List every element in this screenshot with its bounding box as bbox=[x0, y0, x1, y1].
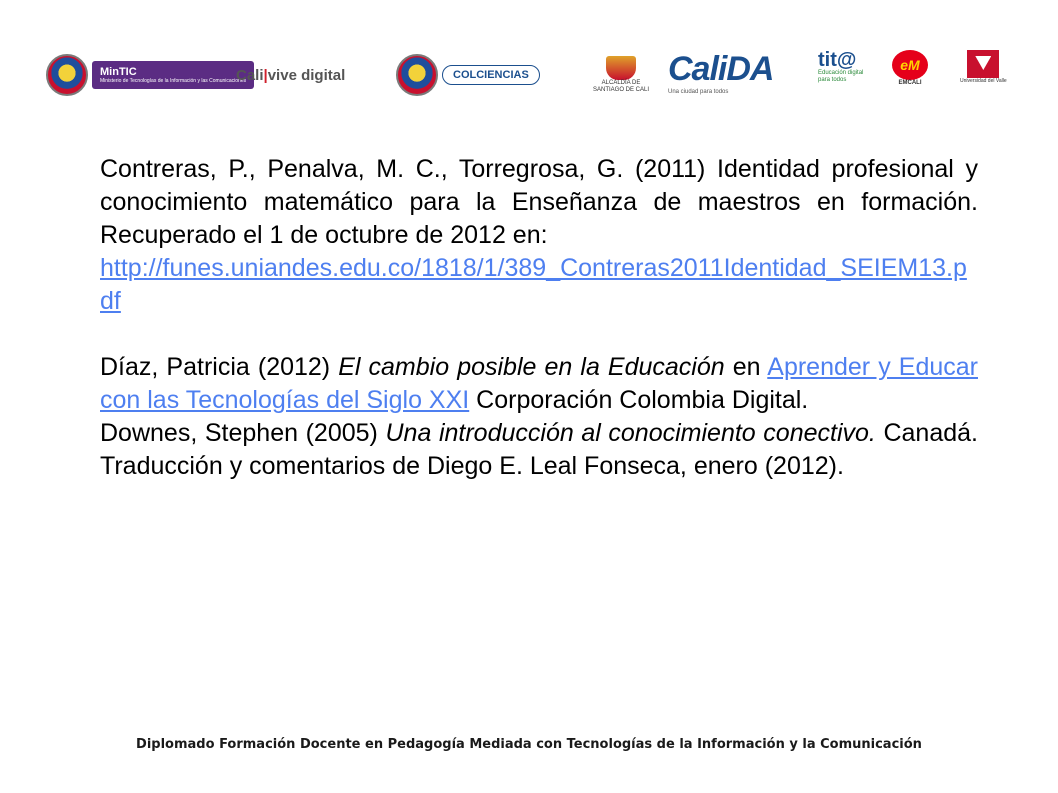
reference-diaz-title: El cambio posible en la Educación bbox=[338, 353, 725, 381]
calida-logo bbox=[668, 50, 773, 100]
colombia-seal-icon bbox=[396, 54, 438, 96]
univalle-logo bbox=[960, 50, 1007, 100]
reference-downes-title: Una introducción al conocimiento conectivo. bbox=[385, 419, 876, 447]
calivive-part1: Cali bbox=[236, 66, 264, 84]
tita-sub: Educación digital para todos bbox=[818, 70, 864, 83]
references-block bbox=[100, 153, 978, 483]
emcali-icon: eM bbox=[892, 50, 928, 80]
reference-contreras bbox=[100, 153, 978, 252]
colombia-seal-icon bbox=[46, 54, 88, 96]
reference-contreras-text: Contreras, P., Penalva, M. C., Torregrosa, G. (2011) Identidad profesional y conocimiento matemático para la Enseñanza de maestros en formación. Recuperado el 1 de octubre de 2012 en: bbox=[100, 155, 978, 249]
calivive-part2: vive digital bbox=[267, 66, 346, 84]
reference-downes: Downes, Stephen (2005) Una introducción al conocimiento conectivo. Canadá. Traducción y comentarios de Diego E. Leal Fonseca, enero (2012). bbox=[100, 419, 978, 480]
logo-strip bbox=[40, 50, 1030, 100]
footer-caption: Diplomado Formación Docente en Pedagogía Mediada con Tecnologías de la Información y la Comunicación bbox=[136, 737, 922, 752]
emcali-caption: EMCALI bbox=[898, 80, 922, 86]
calivive-logo: Cali | vive digital bbox=[236, 66, 346, 84]
calida-tagline: Una ciudad para todos bbox=[668, 89, 729, 95]
mintic-title: MinTIC bbox=[100, 65, 137, 78]
emcali-logo bbox=[892, 50, 928, 100]
univalle-icon bbox=[967, 50, 999, 78]
reference-contreras-link[interactable]: http://funes.uniandes.edu.co/1818/1/389_Contreras2011Identidad_SEIEM13.pdf bbox=[100, 254, 967, 315]
reference-diaz: Díaz, Patricia (2012) El cambio posible en la Educación en Aprender y Educar con las Tecnologías del Siglo XXI Corporación Colombia Digital. bbox=[100, 353, 978, 414]
cali-shield-icon bbox=[606, 56, 636, 80]
tita-logo bbox=[818, 50, 868, 100]
colciencias-logo bbox=[396, 50, 540, 100]
tita-name: tit@ bbox=[818, 49, 857, 71]
colciencias-label: COLCIENCIAS bbox=[442, 65, 540, 85]
mintic-logo bbox=[46, 50, 254, 100]
alcaldia-caption: ALCALDÍA DE SANTIAGO DE CALI bbox=[592, 80, 649, 93]
mintic-subtitle: Ministerio de Tecnologías de la Información y las Comunicaciones bbox=[100, 77, 247, 84]
univalle-caption: Universidad del Valle bbox=[960, 78, 1007, 84]
calida-name: CaliDA bbox=[668, 50, 774, 88]
reference-diaz-link[interactable]: Aprender y Educar con las Tecnologías del Siglo XXI bbox=[100, 353, 978, 414]
alcaldia-logo bbox=[586, 50, 656, 100]
